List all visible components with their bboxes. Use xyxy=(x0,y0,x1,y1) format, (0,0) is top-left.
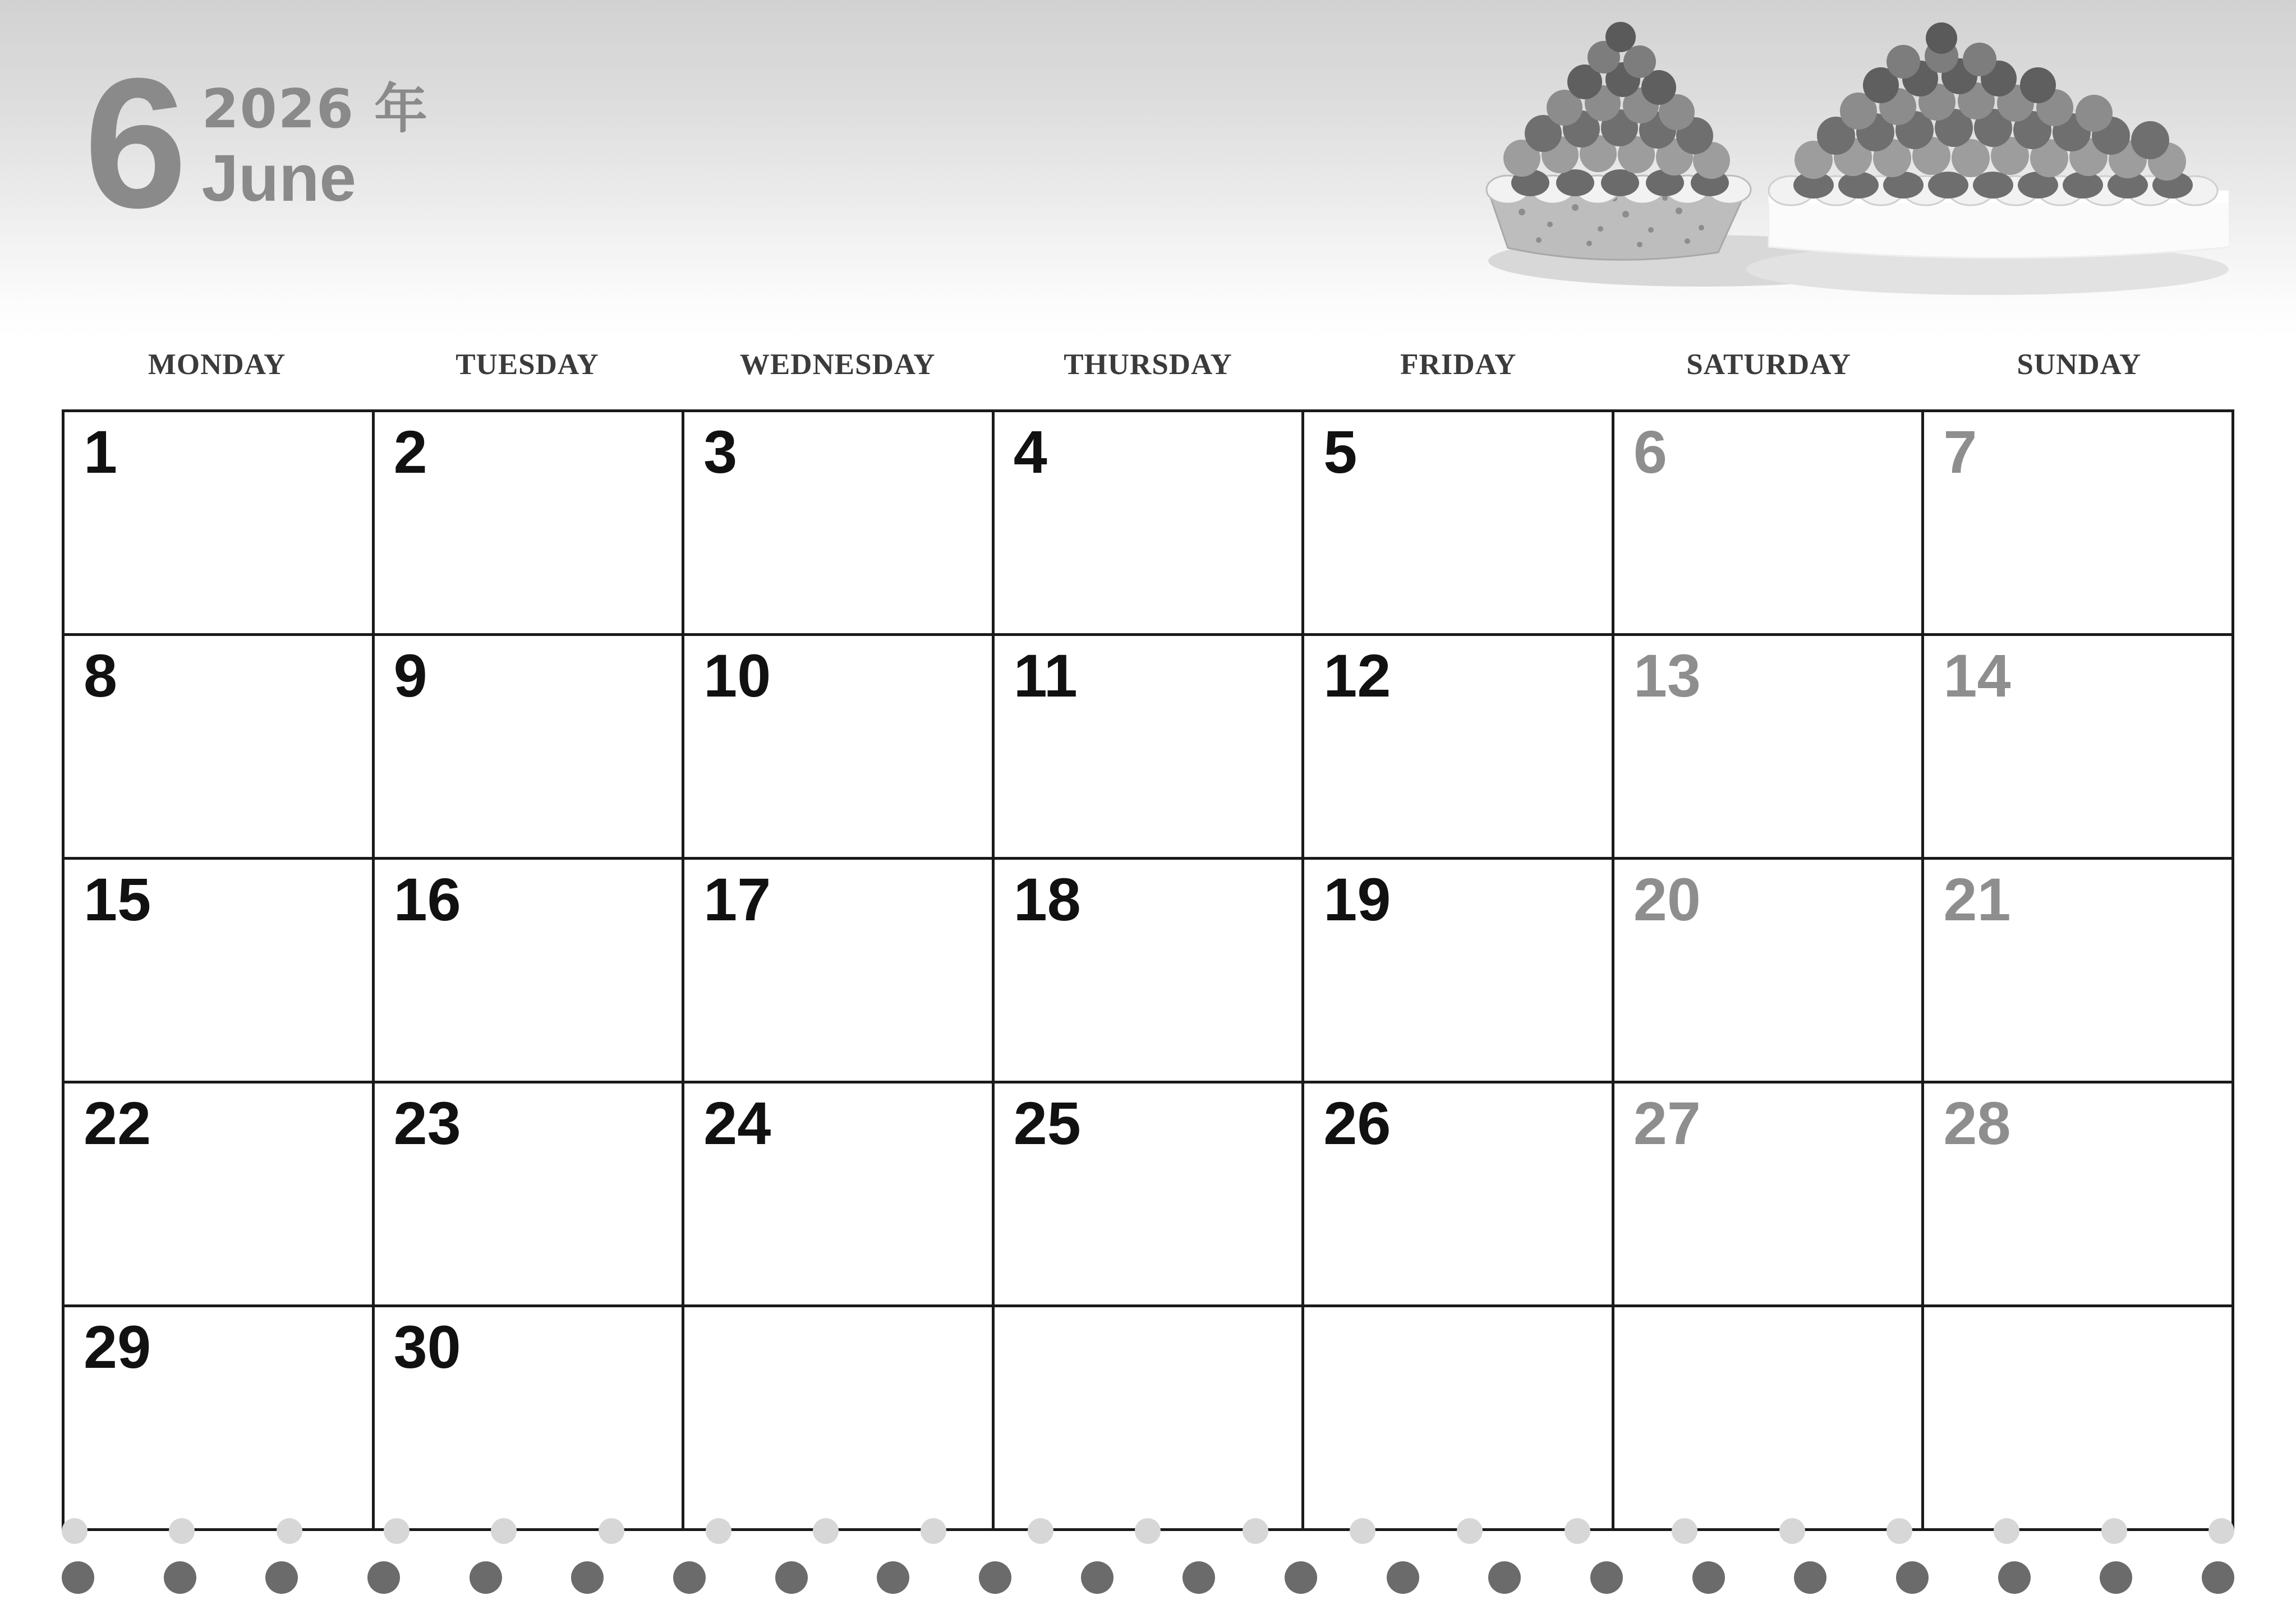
light-dot xyxy=(1243,1518,1268,1544)
dark-dot xyxy=(164,1561,196,1594)
day-cell[interactable] xyxy=(1614,860,1925,1083)
day-number: 6 xyxy=(1633,418,1667,486)
light-dot xyxy=(1887,1518,1912,1544)
day-number: 17 xyxy=(703,865,771,933)
weekday-sunday: SUNDAY xyxy=(2017,348,2142,381)
month-number: 6 xyxy=(84,39,184,246)
light-dot xyxy=(62,1518,88,1544)
light-dot xyxy=(1457,1518,1483,1544)
day-cell[interactable] xyxy=(1924,860,2234,1083)
day-cell[interactable] xyxy=(1614,636,1925,860)
weekday-monday: MONDAY xyxy=(148,348,286,381)
day-cell[interactable] xyxy=(995,1083,1305,1307)
day-number: 22 xyxy=(84,1089,151,1157)
day-cell[interactable] xyxy=(1304,860,1614,1083)
day-cell[interactable] xyxy=(375,860,685,1083)
dark-dot xyxy=(265,1561,298,1594)
day-cell[interactable] xyxy=(995,1307,1305,1531)
calendar-header xyxy=(0,0,2296,336)
dark-dot xyxy=(1081,1561,1114,1594)
day-number: 3 xyxy=(703,418,738,486)
day-cell[interactable] xyxy=(684,1083,995,1307)
weekday-tuesday: TUESDAY xyxy=(455,348,599,381)
day-number: 27 xyxy=(1633,1089,1701,1157)
light-dot xyxy=(706,1518,731,1544)
year-label: 2026 年 xyxy=(201,79,429,140)
day-cell[interactable] xyxy=(684,412,995,636)
day-cell[interactable] xyxy=(995,636,1305,860)
weekday-saturday: SATURDAY xyxy=(1686,348,1851,381)
dark-dot xyxy=(1590,1561,1623,1594)
dark-dot xyxy=(1387,1561,1419,1594)
day-cell[interactable] xyxy=(375,1307,685,1531)
light-dot xyxy=(921,1518,946,1544)
day-cell[interactable] xyxy=(65,860,375,1083)
light-dot xyxy=(1672,1518,1697,1544)
light-dot xyxy=(1565,1518,1590,1544)
day-cell[interactable] xyxy=(375,636,685,860)
day-cell[interactable] xyxy=(995,860,1305,1083)
light-dot xyxy=(2101,1518,2127,1544)
day-cell[interactable] xyxy=(995,412,1305,636)
light-dot-row xyxy=(62,1514,2234,1548)
light-dot xyxy=(384,1518,409,1544)
light-dot xyxy=(1994,1518,2019,1544)
dark-dot xyxy=(470,1561,502,1594)
day-number: 9 xyxy=(393,642,427,709)
light-dot xyxy=(1350,1518,1375,1544)
calendar-grid xyxy=(62,409,2234,1531)
day-number: 16 xyxy=(393,865,461,933)
dark-dot xyxy=(775,1561,808,1594)
light-dot xyxy=(169,1518,195,1544)
month-text-block xyxy=(201,79,429,215)
light-dot xyxy=(599,1518,624,1544)
day-cell[interactable] xyxy=(65,636,375,860)
dark-dot xyxy=(1182,1561,1215,1594)
day-cell[interactable] xyxy=(1304,1307,1614,1531)
day-cell[interactable] xyxy=(1614,412,1925,636)
day-number: 21 xyxy=(1943,865,2011,933)
weekday-wednesday: WEDNESDAY xyxy=(739,348,936,381)
dark-dot xyxy=(1488,1561,1521,1594)
light-dot xyxy=(277,1518,302,1544)
dark-dot xyxy=(62,1561,94,1594)
day-cell[interactable] xyxy=(65,1083,375,1307)
day-cell[interactable] xyxy=(65,412,375,636)
day-number: 14 xyxy=(1943,642,2011,709)
day-cell[interactable] xyxy=(1924,1307,2234,1531)
weekday-thursday: THURSDAY xyxy=(1064,348,1232,381)
dark-dot xyxy=(1285,1561,1317,1594)
day-cell[interactable] xyxy=(1304,636,1614,860)
light-dot xyxy=(491,1518,517,1544)
day-cell[interactable] xyxy=(684,636,995,860)
light-dot xyxy=(1028,1518,1053,1544)
dark-dot-row xyxy=(62,1558,2234,1597)
sushi-rolls-illustration xyxy=(1455,6,2229,308)
day-number: 30 xyxy=(393,1313,461,1381)
dark-dot xyxy=(979,1561,1011,1594)
day-number: 12 xyxy=(1323,642,1391,709)
month-name: June xyxy=(201,141,356,215)
day-cell[interactable] xyxy=(1924,412,2234,636)
light-dot xyxy=(813,1518,839,1544)
day-number: 19 xyxy=(1323,865,1391,933)
day-cell[interactable] xyxy=(1304,1083,1614,1307)
light-dot xyxy=(1779,1518,1805,1544)
day-cell[interactable] xyxy=(65,1307,375,1531)
day-number: 28 xyxy=(1943,1089,2011,1157)
day-number: 5 xyxy=(1323,418,1358,486)
day-cell[interactable] xyxy=(1304,412,1614,636)
day-number: 10 xyxy=(703,642,771,709)
day-cell[interactable] xyxy=(1924,636,2234,860)
day-number: 13 xyxy=(1633,642,1701,709)
dark-dot xyxy=(673,1561,706,1594)
dark-dot xyxy=(2202,1561,2234,1594)
day-number: 24 xyxy=(703,1089,771,1157)
dark-dot xyxy=(1998,1561,2031,1594)
day-number: 11 xyxy=(1013,642,1078,709)
weekday-friday: FRIDAY xyxy=(1400,348,1517,381)
day-number: 4 xyxy=(1013,418,1047,486)
day-number: 23 xyxy=(393,1089,461,1157)
dark-dot xyxy=(571,1561,604,1594)
day-number: 29 xyxy=(84,1313,151,1381)
dark-dot xyxy=(367,1561,400,1594)
day-number: 26 xyxy=(1323,1089,1391,1157)
day-number: 7 xyxy=(1943,418,1977,486)
day-number: 20 xyxy=(1633,865,1701,933)
day-cell[interactable] xyxy=(375,412,685,636)
dark-dot xyxy=(1896,1561,1929,1594)
dark-dot xyxy=(2100,1561,2132,1594)
day-cell[interactable] xyxy=(684,1307,995,1531)
day-cell[interactable] xyxy=(375,1083,685,1307)
dark-dot xyxy=(1692,1561,1725,1594)
dark-dot xyxy=(1794,1561,1826,1594)
month-title-block xyxy=(84,39,429,246)
day-cell[interactable] xyxy=(1614,1083,1925,1307)
day-cell[interactable] xyxy=(1614,1307,1925,1531)
day-cell[interactable] xyxy=(684,860,995,1083)
day-number: 8 xyxy=(84,642,118,709)
dark-dot xyxy=(877,1561,909,1594)
day-number: 15 xyxy=(84,865,151,933)
day-number: 18 xyxy=(1013,865,1081,933)
day-number: 1 xyxy=(84,418,118,486)
weekday-header-row xyxy=(62,348,2234,381)
light-dot xyxy=(1135,1518,1161,1544)
day-number: 2 xyxy=(393,418,427,486)
day-number: 25 xyxy=(1013,1089,1081,1157)
day-cell[interactable] xyxy=(1924,1083,2234,1307)
light-dot xyxy=(2208,1518,2234,1544)
